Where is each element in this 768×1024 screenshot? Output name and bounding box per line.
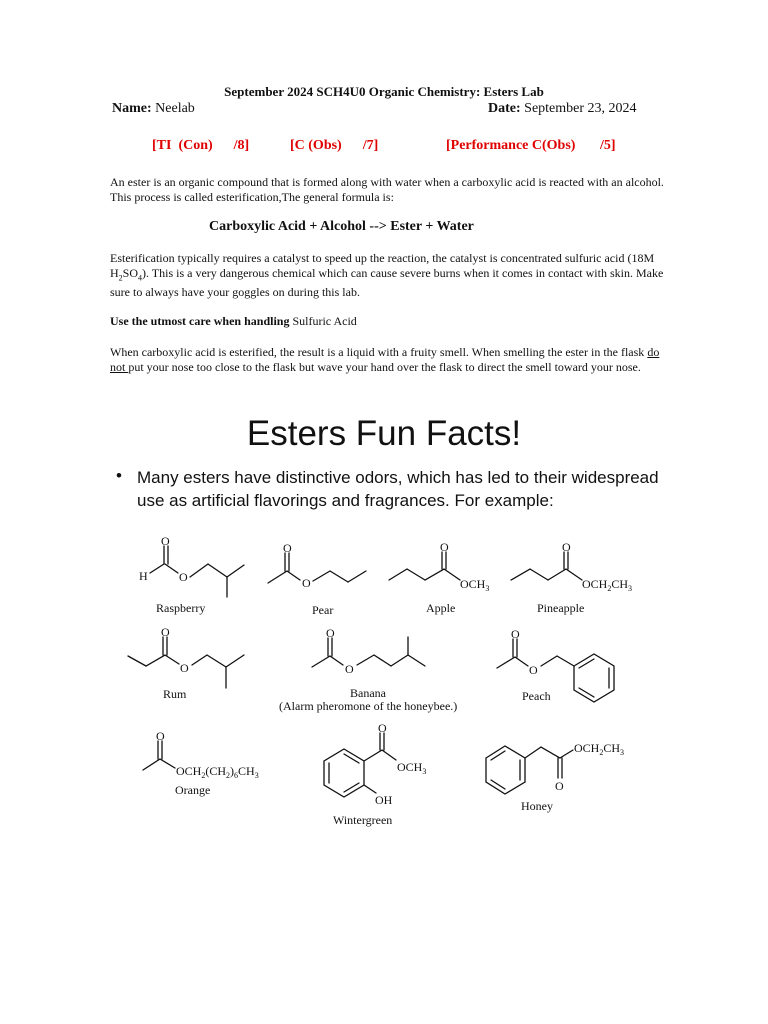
orange-sub2a: 2 [201,771,206,780]
orange-paren: ) [230,764,235,778]
orange-sub6: 6 [234,771,239,780]
apple-structure [389,552,460,580]
bullet-dot: • [116,466,122,485]
orange-sub2b: 2 [226,771,231,780]
honey-ester [574,741,624,757]
banana-o-top: O [326,626,335,640]
name-label: Name: [112,101,152,116]
wintergreen-och3 [397,760,426,776]
fun-facts-title: Esters Fun Facts! [246,414,522,453]
pear-o-top: O [283,541,292,555]
wintergreen-oh: OH [375,793,393,807]
name-value: Neelab [155,101,195,116]
care-bold: Use the utmost care when handling [110,314,290,328]
honey-och: OCH [574,741,600,755]
apple-och3 [460,577,489,593]
pineapple-sub3: 3 [628,584,633,593]
pineapple-ch: CH [611,577,629,591]
date-label: Date: [488,101,521,116]
mark-c-obs: [C (Obs) /7] [290,138,379,153]
label-apple: Apple [426,601,456,615]
honey-sub3: 3 [620,748,625,757]
orange-ester [176,764,259,780]
apple-o-top: O [440,540,449,554]
catalyst-text-2: SO [122,266,139,280]
peach-o-top: O [511,627,520,641]
orange-sub3: 3 [254,771,259,780]
honey-o-bottom: O [555,779,564,793]
raspberry-structure [150,546,244,597]
peach-o: O [529,663,538,677]
apple-sub3: 3 [485,584,490,593]
label-wintergreen: Wintergreen [333,813,393,827]
label-pear: Pear [312,603,334,617]
date-value: September 23, 2024 [524,101,637,116]
pineapple-o-top: O [562,540,571,554]
label-rum: Rum [163,687,187,701]
rum-o-top: O [161,625,170,639]
raspberry-o: O [179,570,188,584]
mark-performance: [Performance C(Obs) /5] [446,138,616,153]
orange-structure [143,741,175,770]
pineapple-sub2: 2 [607,584,612,593]
wintergreen-o-top: O [378,721,387,735]
smell-text-2: put your nose too close to the flask but wave your hand over the flask to direct the smell toward your nose. [128,360,641,374]
pear-o: O [302,576,311,590]
pineapple-ester [582,577,632,593]
wintergreen-och: OCH [397,760,423,774]
rum-o: O [180,661,189,675]
banana-o: O [345,662,354,676]
fun-facts-bullet: Many esters have distinctive odors, which has led to their widespread use as artificial flavorings and fragrances. For example: [137,468,659,510]
banana-structure [312,637,425,667]
label-peach: Peach [522,689,551,703]
label-honey: Honey [521,799,553,813]
pineapple-structure [511,552,582,580]
honey-ch: CH [603,741,621,755]
label-raspberry: Raspberry [156,601,206,615]
label-banana-note: (Alarm pheromone of the honeybee.) [279,699,458,713]
raspberry-h: H [139,569,148,583]
catalyst-sub-1: 2 [118,273,123,283]
catalyst-text-1: Esterification typically requires a catalyst to speed up the reaction, the catalyst is concentrated sulfuric acid (18M H [110,251,655,280]
wintergreen-sub3: 3 [422,767,427,776]
care-rest: Sulfuric Acid [289,314,357,328]
orange-ch2: (CH [205,764,227,778]
raspberry-o-top: O [161,534,170,548]
catalyst-sub-2: 4 [138,273,143,283]
catalyst-text-3: ). This is a very dangerous chemical which can cause severe burns when it comes in contact with skin. Make sure to always have your goggles on during this lab. [110,266,664,300]
orange-ch3: CH [238,764,255,778]
wintergreen-structure [324,733,396,797]
label-pineapple: Pineapple [537,601,585,615]
peach-structure [497,639,614,702]
smell-text-1: When carboxylic acid is esterified, the result is a liquid with a fruity smell. When smelling the ester in the flask [110,345,648,359]
general-formula: Carboxylic Acid + Alcohol --> Ester + Water [209,219,474,234]
orange-o-top: O [156,729,165,743]
orange-och: OCH [176,764,202,778]
label-banana: Banana [350,686,386,700]
pineapple-och: OCH [582,577,608,591]
mark-ti-con: [TI (Con) /8] [152,138,250,153]
pear-structure [268,553,366,583]
smell-underline: do not [110,345,660,374]
lab-title: September 2024 SCH4U0 Organic Chemistry: Esters Lab [224,84,544,99]
label-orange: Orange [175,783,211,797]
intro-paragraph: An ester is an organic compound that is formed along with water when a carboxylic acid is reacted with an alcohol. This process is called esterification,The general formula is: [110,175,664,204]
apple-och: OCH [460,577,486,591]
honey-sub2: 2 [599,748,604,757]
